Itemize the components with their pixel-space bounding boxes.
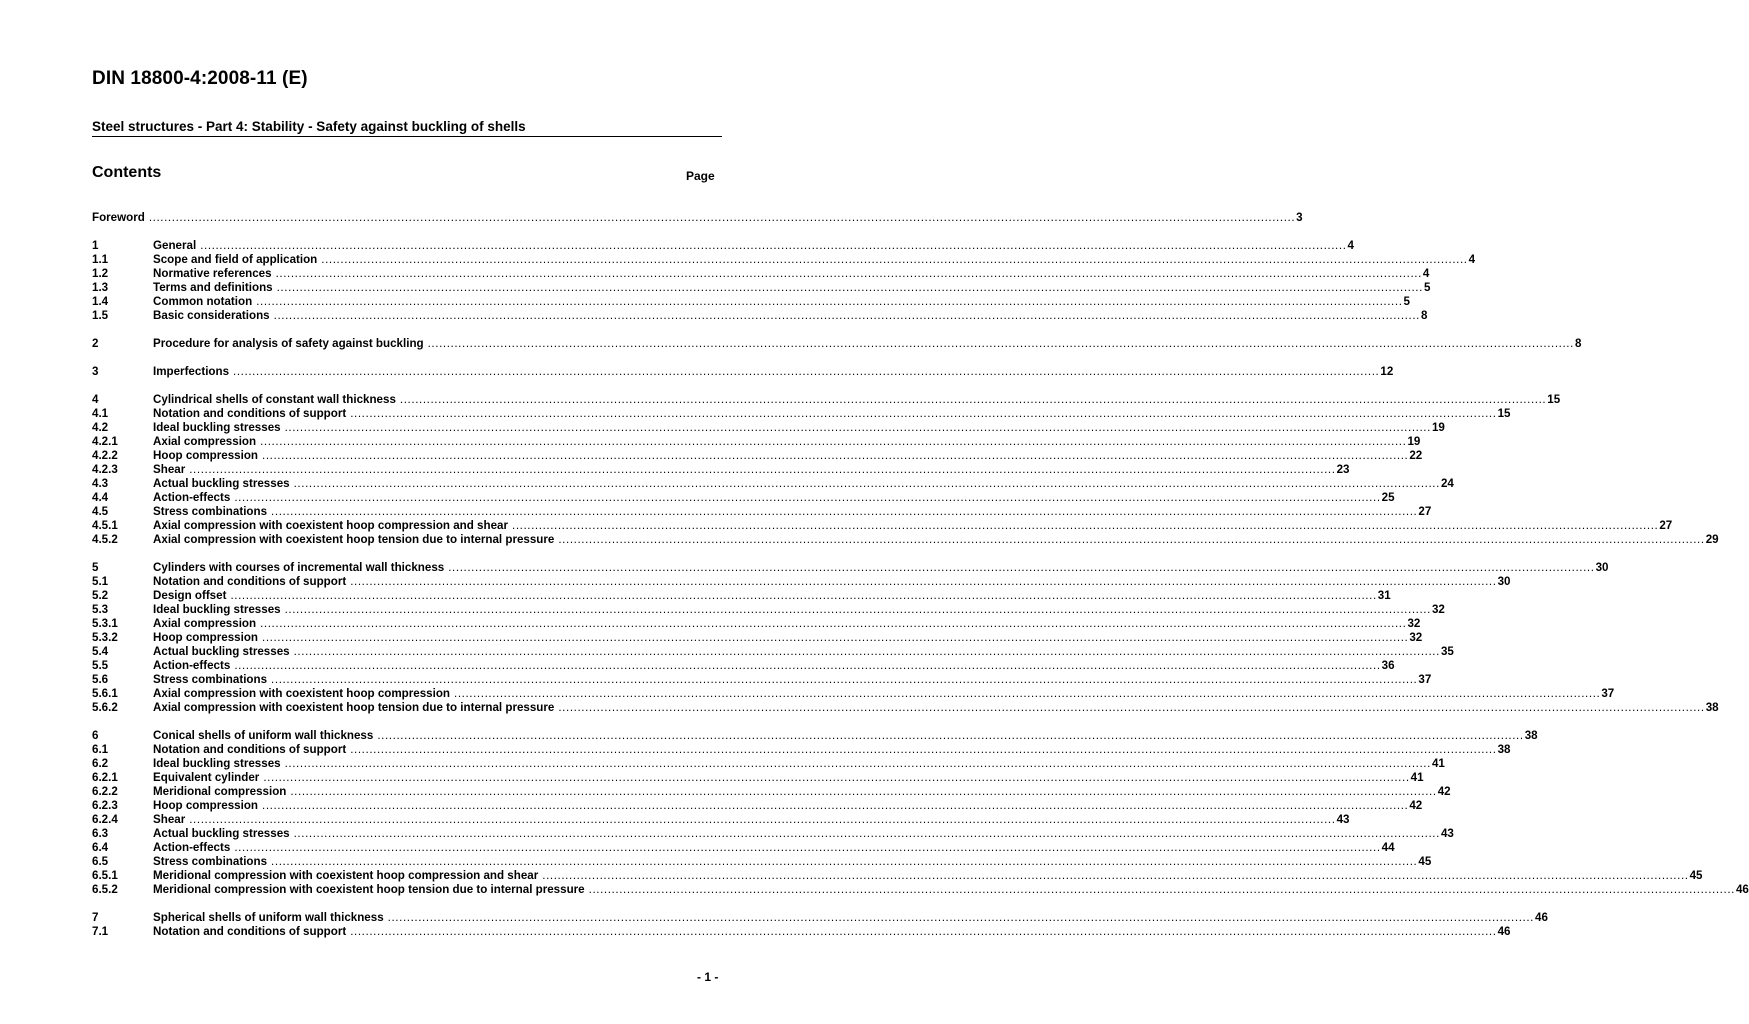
toc-dot-leader: ............................................................................................................................................................................................................................................................................................................ xyxy=(260,617,1407,630)
toc-entry-page: 42 xyxy=(1437,785,1451,798)
toc-dot-leader: ............................................................................................................................................................................................................................................................................................................ xyxy=(189,813,1336,826)
toc-entry[interactable] xyxy=(92,771,1424,785)
toc-entry-title: Axial compression xyxy=(153,435,257,448)
toc-entry-page: 27 xyxy=(1659,519,1673,532)
toc-entry-title: Ideal buckling stresses xyxy=(153,421,281,434)
toc-dot-leader: ............................................................................................................................................................................................................................................................................................................ xyxy=(588,883,1735,896)
toc-entry-title: Actual buckling stresses xyxy=(153,827,290,840)
toc-entry[interactable] xyxy=(92,491,1395,505)
toc-dot-leader: ............................................................................................................................................................................................................................................................................................................ xyxy=(293,827,1440,840)
toc-entry[interactable] xyxy=(92,659,1395,673)
table-of-contents xyxy=(92,211,1749,939)
toc-entry[interactable] xyxy=(92,687,1615,701)
toc-entry[interactable] xyxy=(92,281,1431,295)
toc-dot-leader: ............................................................................................................................................................................................................................................................................................................ xyxy=(148,211,1296,224)
toc-dot-leader: ............................................................................................................................................................................................................................................................................................................ xyxy=(234,659,1381,672)
toc-entry-page: 37 xyxy=(1601,687,1615,700)
toc-entry-page: 38 xyxy=(1705,701,1719,714)
toc-dot-leader: ............................................................................................................................................................................................................................................................................................................ xyxy=(271,855,1418,868)
toc-entry-title: Design offset xyxy=(153,589,227,602)
toc-entry-page: 27 xyxy=(1418,505,1432,518)
toc-entry-number: 5.6 xyxy=(92,673,109,686)
toc-entry[interactable] xyxy=(92,295,1410,309)
toc-entry-page: 25 xyxy=(1381,491,1395,504)
toc-entry-number: 4.2.2 xyxy=(92,449,118,462)
toc-entry-number: 4.1 xyxy=(92,407,109,420)
toc-entry-title: Cylindrical shells of constant wall thickness xyxy=(153,393,396,406)
toc-entry-title: Stress combinations xyxy=(153,673,268,686)
toc-entry-title: Notation and conditions of support xyxy=(153,575,347,588)
toc-dot-leader: ............................................................................................................................................................................................................................................................................................................ xyxy=(284,603,1431,616)
toc-entry[interactable] xyxy=(92,477,1454,491)
toc-entry-number: 6.4 xyxy=(92,841,109,854)
toc-entry[interactable] xyxy=(92,575,1511,589)
toc-dot-leader: ............................................................................................................................................................................................................................................................................................................ xyxy=(233,365,1380,378)
toc-entry-title: Shear xyxy=(153,813,186,826)
toc-entry[interactable] xyxy=(92,883,1749,897)
toc-entry-number: 5.5 xyxy=(92,659,109,672)
toc-entry[interactable] xyxy=(92,253,1476,267)
toc-entry-number: 4.2 xyxy=(92,421,109,434)
toc-entry[interactable] xyxy=(92,211,1303,225)
toc-entry[interactable] xyxy=(92,757,1445,771)
toc-entry-number: 7.1 xyxy=(92,925,109,938)
toc-entry-title: Notation and conditions of support xyxy=(153,743,347,756)
toc-entry-number: 4.2.3 xyxy=(92,463,118,476)
toc-entry-title: Conical shells of uniform wall thickness xyxy=(153,729,374,742)
toc-entry-number: 6.1 xyxy=(92,743,109,756)
toc-entry-number: 5.3.2 xyxy=(92,631,118,644)
toc-entry-number: 1.4 xyxy=(92,295,109,308)
toc-entry-number: 1.2 xyxy=(92,267,109,280)
toc-dot-leader: ............................................................................................................................................................................................................................................................................................................ xyxy=(387,911,1534,924)
toc-entry-title: Action-effects xyxy=(153,841,231,854)
toc-entry-number: 6 xyxy=(92,729,99,742)
toc-entry-page: 46 xyxy=(1497,925,1511,938)
toc-dot-leader: ............................................................................................................................................................................................................................................................................................................ xyxy=(542,869,1689,882)
toc-entry-number: 4.3 xyxy=(92,477,109,490)
toc-entry[interactable] xyxy=(92,533,1719,547)
toc-entry-page: 24 xyxy=(1440,477,1454,490)
toc-entry-title: Procedure for analysis of safety against buckling xyxy=(153,337,424,350)
toc-entry-page: 12 xyxy=(1380,365,1394,378)
footer-page-number: - 1 - xyxy=(697,970,719,984)
toc-entry-page: 38 xyxy=(1524,729,1538,742)
toc-dot-leader: ............................................................................................................................................................................................................................................................................................................ xyxy=(275,267,1422,280)
toc-entry-title: Common notation xyxy=(153,295,253,308)
toc-spacer xyxy=(92,379,712,393)
toc-dot-leader: ............................................................................................................................................................................................................................................................................................................ xyxy=(234,841,1381,854)
toc-dot-leader: ............................................................................................................................................................................................................................................................................................................ xyxy=(284,421,1431,434)
toc-entry-title: Action-effects xyxy=(153,659,231,672)
toc-entry-page: 30 xyxy=(1497,575,1511,588)
toc-entry-title: Shear xyxy=(153,463,186,476)
toc-spacer xyxy=(92,897,712,911)
toc-entry-page: 36 xyxy=(1381,659,1395,672)
toc-entry-page: 45 xyxy=(1689,869,1703,882)
toc-dot-leader: ............................................................................................................................................................................................................................................................................................................ xyxy=(293,645,1440,658)
toc-entry-page: 35 xyxy=(1440,645,1454,658)
toc-entry-number: 5 xyxy=(92,561,99,574)
toc-entry-title: Cylinders with courses of incremental wall thickness xyxy=(153,561,445,574)
toc-entry-title: Ideal buckling stresses xyxy=(153,757,281,770)
toc-entry[interactable] xyxy=(92,673,1432,687)
toc-entry-page: 15 xyxy=(1547,393,1561,406)
toc-entry[interactable] xyxy=(92,309,1428,323)
toc-dot-leader: ............................................................................................................................................................................................................................................................................................................ xyxy=(377,729,1524,742)
toc-entry-number: 6.2.2 xyxy=(92,785,118,798)
toc-entry-number: 5.6.2 xyxy=(92,701,118,714)
toc-dot-leader: ............................................................................................................................................................................................................................................................................................................ xyxy=(448,561,1595,574)
toc-dot-leader: ............................................................................................................................................................................................................................................................................................................ xyxy=(234,491,1381,504)
toc-entry[interactable] xyxy=(92,925,1511,939)
toc-entry-title: Axial compression with coexistent hoop tension due to internal pressure xyxy=(153,533,555,546)
toc-entry[interactable] xyxy=(92,841,1395,855)
toc-entry-number: 3 xyxy=(92,365,99,378)
toc-entry[interactable] xyxy=(92,365,1394,379)
toc-dot-leader: ............................................................................................................................................................................................................................................................................................................ xyxy=(271,673,1418,686)
toc-entry-number: 5.4 xyxy=(92,645,109,658)
toc-entry-page: 29 xyxy=(1705,533,1719,546)
toc-entry-title: Terms and definitions xyxy=(153,281,273,294)
toc-entry-title: Hoop compression xyxy=(153,799,259,812)
toc-entry[interactable] xyxy=(92,617,1421,631)
toc-entry-title: Meridional compression with coexistent hoop tension due to internal pressure xyxy=(153,883,585,896)
toc-entry-title: Imperfections xyxy=(153,365,230,378)
toc-entry[interactable] xyxy=(92,337,1582,351)
toc-entry[interactable] xyxy=(92,603,1445,617)
toc-entry[interactable] xyxy=(92,505,1432,519)
toc-entry-page: 46 xyxy=(1735,883,1749,896)
toc-dot-leader: ............................................................................................................................................................................................................................................................................................................ xyxy=(350,575,1497,588)
toc-entry-number: 1.3 xyxy=(92,281,109,294)
toc-entry-title: Basic considerations xyxy=(153,309,270,322)
toc-dot-leader: ............................................................................................................................................................................................................................................................................................................ xyxy=(512,519,1659,532)
toc-entry-number: 6.2 xyxy=(92,757,109,770)
toc-entry-number: 1 xyxy=(92,239,99,252)
toc-entry-number: 5.1 xyxy=(92,575,109,588)
toc-dot-leader: ............................................................................................................................................................................................................................................................................................................ xyxy=(454,687,1601,700)
toc-entry-page: 5 xyxy=(1403,295,1410,308)
toc-dot-leader: ............................................................................................................................................................................................................................................................................................................ xyxy=(189,463,1336,476)
toc-dot-leader: ............................................................................................................................................................................................................................................................................................................ xyxy=(284,757,1431,770)
toc-entry-page: 43 xyxy=(1440,827,1454,840)
toc-entry-title: Axial compression xyxy=(153,617,257,630)
toc-entry-title: Spherical shells of uniform wall thickness xyxy=(153,911,384,924)
toc-entry-title: Axial compression with coexistent hoop tension due to internal pressure xyxy=(153,701,555,714)
toc-dot-leader: ............................................................................................................................................................................................................................................................................................................ xyxy=(262,449,1409,462)
toc-dot-leader: ............................................................................................................................................................................................................................................................................................................ xyxy=(230,589,1377,602)
toc-entry-title: Ideal buckling stresses xyxy=(153,603,281,616)
toc-spacer xyxy=(92,351,712,365)
page-column-heading: Page xyxy=(686,169,715,183)
toc-entry-page: 19 xyxy=(1407,435,1421,448)
toc-dot-leader: ............................................................................................................................................................................................................................................................................................................ xyxy=(399,393,1547,406)
toc-dot-leader: ............................................................................................................................................................................................................................................................................................................ xyxy=(256,295,1403,308)
toc-entry-page: 3 xyxy=(1296,211,1303,224)
toc-entry-title: Meridional compression xyxy=(153,785,287,798)
toc-entry[interactable] xyxy=(92,267,1430,281)
document-id: DIN 18800-4:2008-11 (E) xyxy=(92,68,308,89)
contents-heading: Contents xyxy=(92,164,162,181)
toc-entry-page: 23 xyxy=(1336,463,1350,476)
toc-entry-page: 44 xyxy=(1381,841,1395,854)
toc-entry-page: 19 xyxy=(1431,421,1445,434)
toc-entry-title: Action-effects xyxy=(153,491,231,504)
toc-entry-number: 6.3 xyxy=(92,827,109,840)
toc-entry-title: Axial compression with coexistent hoop compression and shear xyxy=(153,519,508,532)
toc-entry-title: Meridional compression with coexistent hoop compression and shear xyxy=(153,869,539,882)
toc-entry-title: Foreword xyxy=(92,211,145,224)
toc-entry-number: 4.4 xyxy=(92,491,109,504)
toc-entry[interactable] xyxy=(92,435,1421,449)
toc-dot-leader: ............................................................................................................................................................................................................................................................................................................ xyxy=(427,337,1574,350)
toc-dot-leader: ............................................................................................................................................................................................................................................................................................................ xyxy=(273,309,1420,322)
toc-entry-title: Actual buckling stresses xyxy=(153,645,290,658)
toc-dot-leader: ............................................................................................................................................................................................................................................................................................................ xyxy=(350,743,1497,756)
toc-entry[interactable] xyxy=(92,799,1423,813)
toc-entry-page: 46 xyxy=(1535,911,1548,924)
toc-entry-number: 4.2.1 xyxy=(92,435,118,448)
toc-entry[interactable] xyxy=(92,589,1391,603)
toc-entry[interactable] xyxy=(92,421,1445,435)
toc-dot-leader: ............................................................................................................................................................................................................................................................................................................ xyxy=(350,407,1497,420)
toc-entry[interactable] xyxy=(92,239,1354,253)
toc-entry-title: Stress combinations xyxy=(153,855,268,868)
toc-entry[interactable] xyxy=(92,785,1451,799)
toc-entry-number: 7 xyxy=(92,911,99,924)
toc-dot-leader: ............................................................................................................................................................................................................................................................................................................ xyxy=(350,925,1497,938)
toc-entry-number: 5.3 xyxy=(92,603,109,616)
toc-entry-number: 4.5.2 xyxy=(92,533,118,546)
toc-entry-title: Hoop compression xyxy=(153,449,259,462)
toc-entry-page: 45 xyxy=(1418,855,1432,868)
toc-entry-page: 5 xyxy=(1423,281,1431,294)
toc-entry-number: 1.5 xyxy=(92,309,109,322)
toc-entry[interactable] xyxy=(92,631,1423,645)
toc-entry[interactable] xyxy=(92,827,1454,841)
toc-dot-leader: ............................................................................................................................................................................................................................................................................................................ xyxy=(293,477,1440,490)
toc-entry-number: 6.5.1 xyxy=(92,869,118,882)
toc-spacer xyxy=(92,715,712,729)
toc-entry[interactable] xyxy=(92,449,1423,463)
toc-entry-number: 6.2.1 xyxy=(92,771,118,784)
toc-entry-title: Equivalent cylinder xyxy=(153,771,260,784)
toc-entry-page: 37 xyxy=(1418,673,1432,686)
toc-entry[interactable] xyxy=(92,393,1561,407)
toc-entry-page: 4 xyxy=(1422,267,1430,280)
toc-dot-leader: ............................................................................................................................................................................................................................................................................................................ xyxy=(262,631,1409,644)
toc-entry-page: 8 xyxy=(1574,337,1582,350)
toc-dot-leader: ............................................................................................................................................................................................................................................................................................................ xyxy=(321,253,1468,266)
toc-entry[interactable] xyxy=(92,407,1511,421)
toc-entry-page: 32 xyxy=(1407,617,1421,630)
toc-entry-title: Hoop compression xyxy=(153,631,259,644)
toc-entry-title: General xyxy=(153,239,197,252)
toc-entry[interactable] xyxy=(92,911,1548,925)
toc-entry-page: 30 xyxy=(1595,561,1609,574)
toc-entry-title: Stress combinations xyxy=(153,505,268,518)
toc-dot-leader: ............................................................................................................................................................................................................................................................................................................ xyxy=(290,785,1437,798)
toc-entry-number: 6.5 xyxy=(92,855,109,868)
toc-spacer xyxy=(92,547,712,561)
toc-entry-page: 32 xyxy=(1409,631,1423,644)
toc-entry[interactable] xyxy=(92,813,1350,827)
toc-dot-leader: ............................................................................................................................................................................................................................................................................................................ xyxy=(262,799,1409,812)
toc-dot-leader: ............................................................................................................................................................................................................................................................................................................ xyxy=(260,435,1407,448)
toc-entry-title: Notation and conditions of support xyxy=(153,925,347,938)
toc-entry[interactable] xyxy=(92,519,1673,533)
toc-entry-page: 38 xyxy=(1497,743,1511,756)
toc-entry-title: Scope and field of application xyxy=(153,253,318,266)
toc-entry-page: 15 xyxy=(1497,407,1511,420)
toc-entry-page: 4 xyxy=(1468,253,1476,266)
toc-spacer xyxy=(92,323,712,337)
toc-dot-leader: ............................................................................................................................................................................................................................................................................................................ xyxy=(271,505,1418,518)
toc-entry-page: 8 xyxy=(1420,309,1428,322)
toc-entry[interactable] xyxy=(92,701,1719,715)
toc-dot-leader: ............................................................................................................................................................................................................................................................................................................ xyxy=(558,533,1705,546)
toc-entry-title: Notation and conditions of support xyxy=(153,407,347,420)
toc-entry-page: 4 xyxy=(1347,239,1354,252)
toc-entry-number: 4.5.1 xyxy=(92,519,118,532)
toc-entry-page: 32 xyxy=(1431,603,1445,616)
toc-dot-leader: ............................................................................................................................................................................................................................................................................................................ xyxy=(200,239,1347,252)
toc-entry-title: Normative references xyxy=(153,267,272,280)
toc-entry-page: 31 xyxy=(1377,589,1391,602)
toc-entry[interactable] xyxy=(92,869,1703,883)
toc-entry-title: Actual buckling stresses xyxy=(153,477,290,490)
toc-entry-number: 1.1 xyxy=(92,253,109,266)
toc-dot-leader: ............................................................................................................................................................................................................................................................................................................ xyxy=(276,281,1423,294)
toc-entry-number: 5.2 xyxy=(92,589,109,602)
toc-entry-page: 22 xyxy=(1409,449,1423,462)
toc-entry-number: 2 xyxy=(92,337,99,350)
toc-entry[interactable] xyxy=(92,561,1609,575)
toc-entry-title: Axial compression with coexistent hoop compression xyxy=(153,687,450,700)
toc-entry-number: 4.5 xyxy=(92,505,109,518)
toc-entry[interactable] xyxy=(92,729,1538,743)
toc-entry-number: 6.5.2 xyxy=(92,883,118,896)
toc-spacer xyxy=(92,225,712,239)
toc-entry[interactable] xyxy=(92,743,1511,757)
document-subtitle: Steel structures - Part 4: Stability - Safety against buckling of shells xyxy=(92,119,722,137)
toc-entry-page: 41 xyxy=(1410,771,1424,784)
toc-entry[interactable] xyxy=(92,645,1454,659)
toc-entry-page: 43 xyxy=(1336,813,1350,826)
toc-entry-number: 4 xyxy=(92,393,99,406)
toc-entry-page: 41 xyxy=(1431,757,1445,770)
toc-entry-number: 6.2.3 xyxy=(92,799,118,812)
toc-dot-leader: ............................................................................................................................................................................................................................................................................................................ xyxy=(263,771,1410,784)
toc-dot-leader: ............................................................................................................................................................................................................................................................................................................ xyxy=(558,701,1705,714)
toc-entry-page: 42 xyxy=(1409,799,1423,812)
toc-entry-number: 5.3.1 xyxy=(92,617,118,630)
toc-entry-number: 6.2.4 xyxy=(92,813,118,826)
toc-entry[interactable] xyxy=(92,463,1350,477)
toc-entry-number: 5.6.1 xyxy=(92,687,118,700)
toc-entry[interactable] xyxy=(92,855,1432,869)
